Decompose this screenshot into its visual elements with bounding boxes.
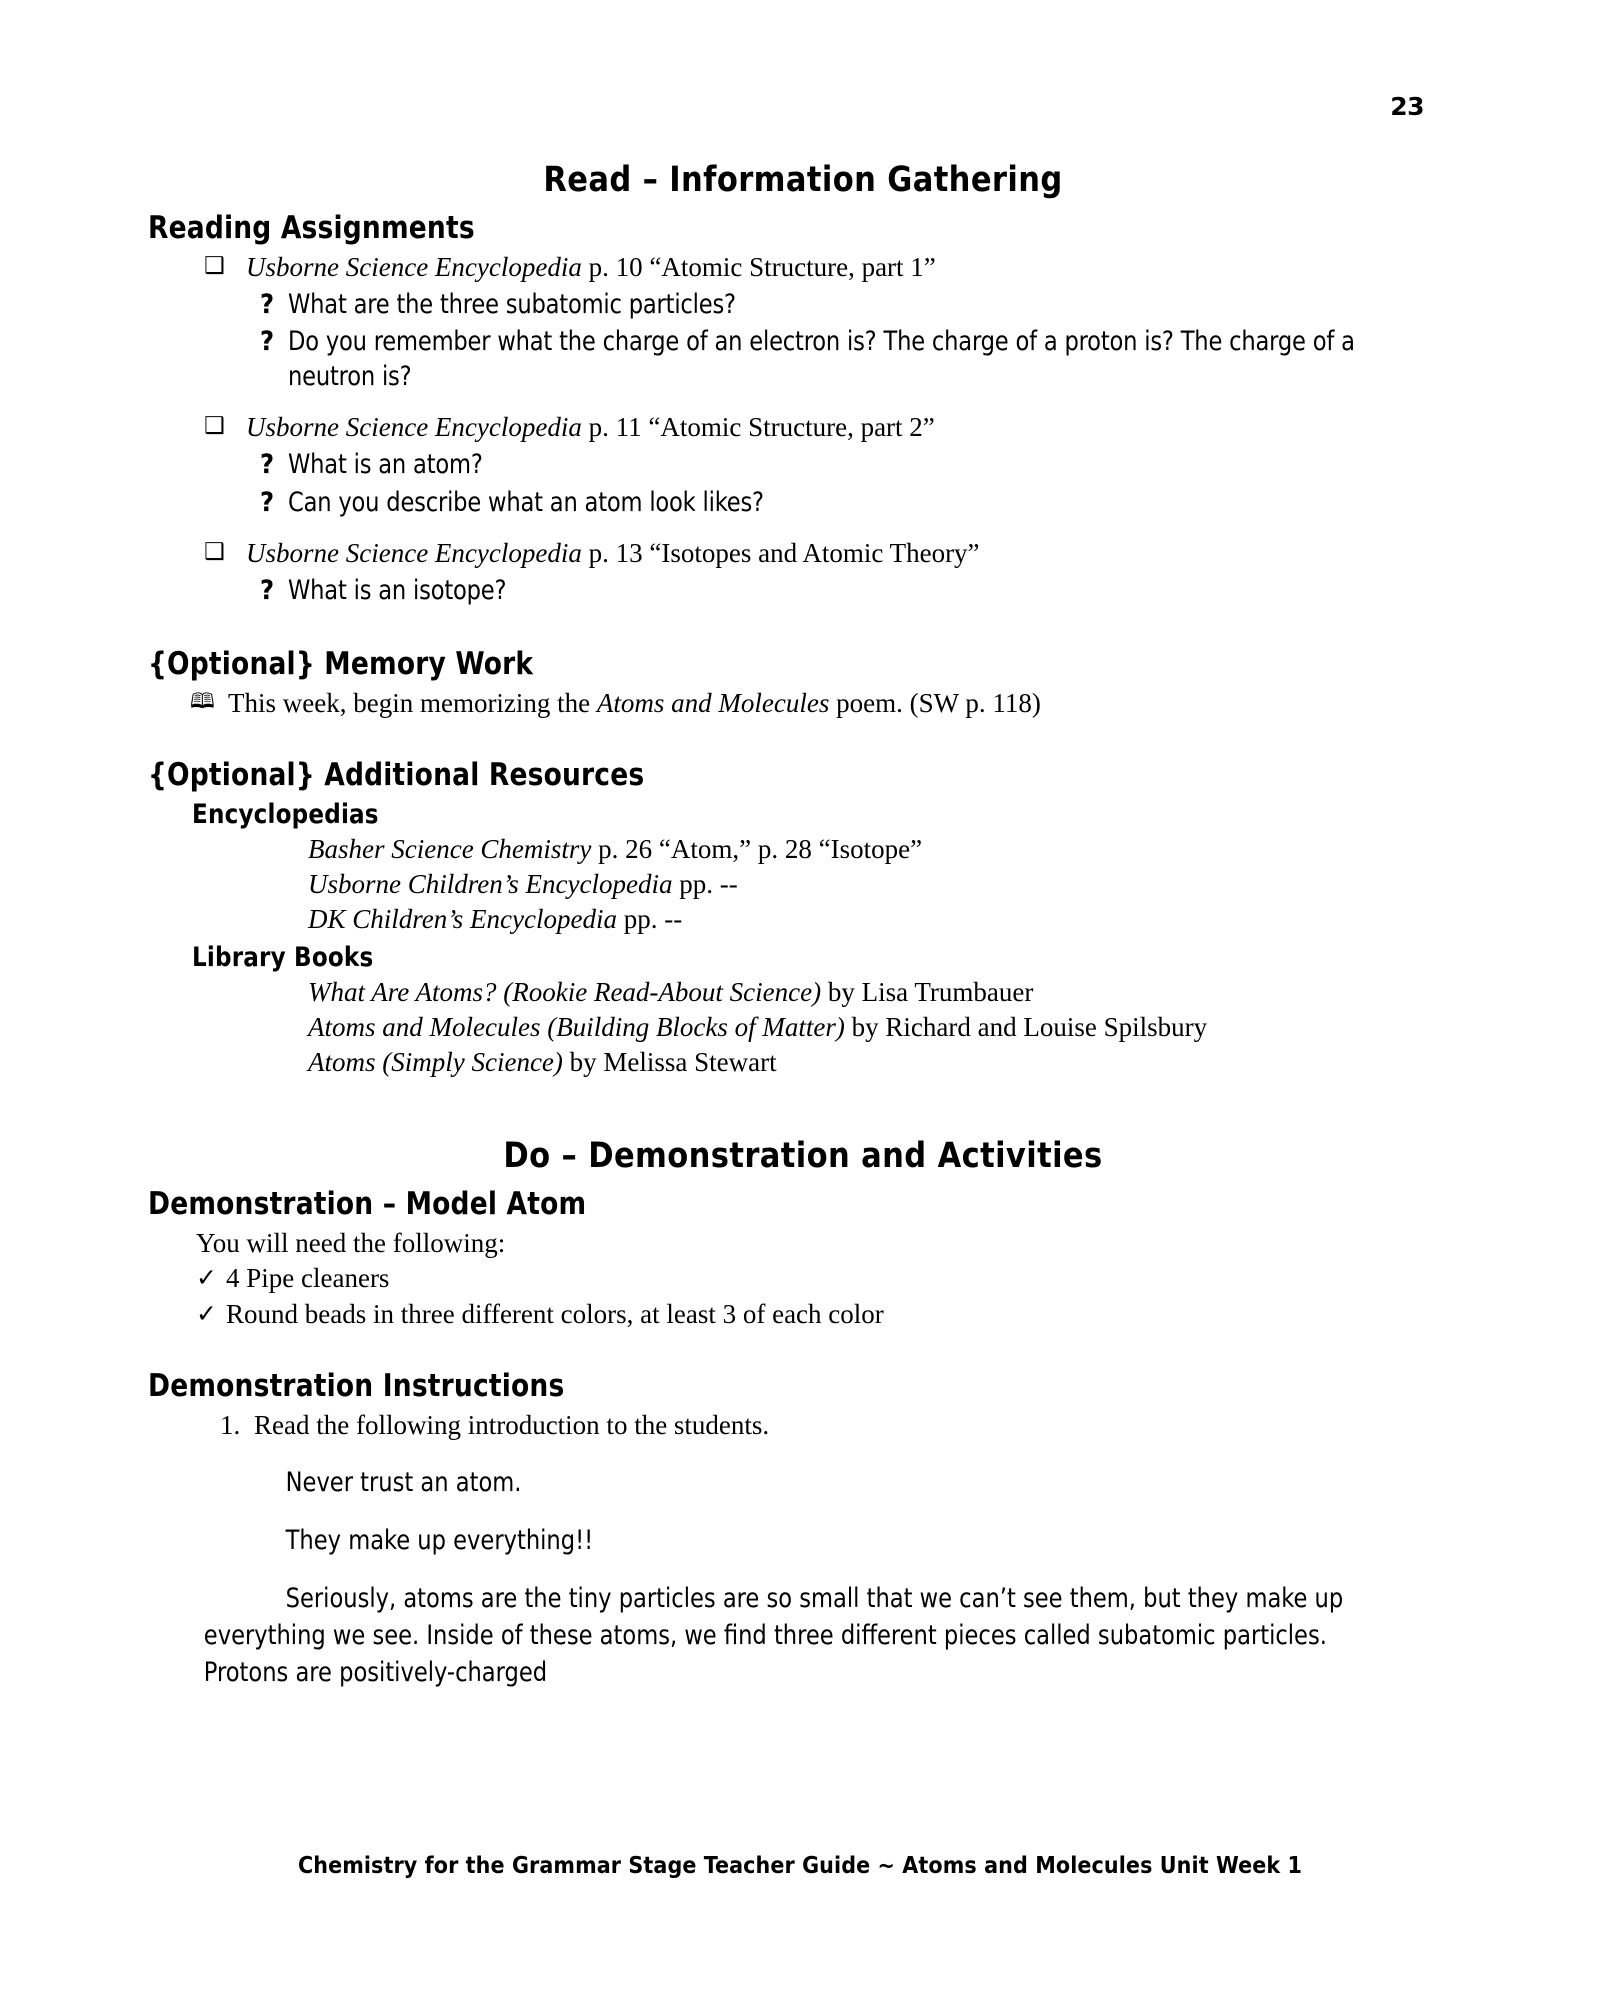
checkbox-icon: ❑ xyxy=(204,253,225,279)
spacer xyxy=(148,1080,1458,1136)
resource-title: What Are Atoms? (Rookie Read-About Science) xyxy=(308,976,822,1007)
question-text: What is an atom? xyxy=(288,449,483,481)
materials-intro: You will need the following: xyxy=(196,1228,506,1259)
material-item xyxy=(148,1297,1458,1333)
resource-entry xyxy=(148,975,1458,1009)
memory-work-text xyxy=(228,686,1458,721)
material-text: Round beads in three different colors, at least 3 of each color xyxy=(226,1298,884,1329)
resource-author: by Lisa Trumbauer xyxy=(821,976,1034,1007)
question-mark-icon: ? xyxy=(260,289,275,321)
reading-assignment-source xyxy=(246,410,1458,445)
resource-entry xyxy=(148,1010,1458,1044)
resource-entry xyxy=(148,1045,1458,1079)
reading-assignment-item xyxy=(148,536,1458,571)
script-paragraph: Seriously, atoms are the tiny particles are so small that we can’t see them, but they make up everything we see. Inside of these atoms, we find three different pieces called subatomic particles. Protons are positively-charged xyxy=(203,1582,1344,1689)
spacer xyxy=(148,721,1458,747)
resource-title: Atoms and Molecules (Building Blocks of Matter) xyxy=(308,1012,845,1042)
reading-question xyxy=(148,573,1458,608)
resource-title: Usborne Children’s Encyclopedia xyxy=(308,868,673,899)
spacer xyxy=(148,396,1458,410)
book-reference: p. 10 “Atomic Structure, part 1” xyxy=(581,252,936,282)
spacer xyxy=(148,522,1458,536)
reading-assignment-item xyxy=(148,410,1458,445)
memory-work-item xyxy=(148,686,1458,721)
reading-question xyxy=(148,447,1458,482)
resource-reference: pp. -- xyxy=(672,868,738,899)
resource-title: DK Children’s Encyclopedia xyxy=(308,903,617,934)
poem-title: Atoms and Molecules xyxy=(596,687,830,718)
material-text: 4 Pipe cleaners xyxy=(226,1263,390,1294)
question-mark-icon: ? xyxy=(260,326,275,358)
question-text: Can you describe what an atom look likes? xyxy=(288,486,764,518)
resource-entry xyxy=(148,867,1458,901)
script-line: They make up everything!! xyxy=(285,1524,594,1556)
do-section-title: Do – Demonstration and Activities xyxy=(503,1136,1103,1177)
reading-assignment-source xyxy=(246,250,1458,285)
book-title: Usborne Science Encyclopedia xyxy=(246,537,582,568)
question-mark-icon: ? xyxy=(260,486,275,518)
reading-assignment-source xyxy=(246,536,1458,571)
resource-entry xyxy=(148,832,1458,866)
resource-reference: pp. -- xyxy=(616,903,683,934)
checkmark-icon: ✓ xyxy=(196,1298,217,1328)
step-text: Read the following introduction to the students. xyxy=(254,1410,770,1441)
page-content xyxy=(148,160,1458,1691)
resource-title: Basher Science Chemistry xyxy=(308,833,592,864)
reading-assignment-item xyxy=(148,250,1458,285)
speaker-icon: 🕮 xyxy=(190,688,215,713)
demonstration-instructions-heading: Demonstration Instructions xyxy=(148,1368,565,1405)
memory-text-after: poem. (SW p. 118) xyxy=(829,687,1041,718)
demonstration-heading: Demonstration – Model Atom xyxy=(148,1186,587,1223)
resource-entry xyxy=(148,902,1458,936)
read-section-title: Read – Information Gathering xyxy=(543,160,1063,200)
checkbox-icon: ❑ xyxy=(204,538,225,565)
spacer xyxy=(148,1332,1458,1358)
question-text: Do you remember what the charge of an electron is? The charge of a proton is? The charge of a neutron is? xyxy=(288,326,1355,393)
additional-resources-heading: {Optional} Additional Resources xyxy=(148,756,645,793)
book-title: Usborne Science Encyclopedia xyxy=(246,412,582,443)
checkmark-icon: ✓ xyxy=(196,1263,217,1293)
resource-title: Atoms (Simply Science) xyxy=(308,1047,563,1078)
script-line: Never trust an atom. xyxy=(285,1467,522,1499)
reading-question xyxy=(148,324,1458,394)
encyclopedias-heading: Encyclopedias xyxy=(192,798,379,830)
reading-question xyxy=(148,287,1458,322)
checkbox-icon: ❑ xyxy=(204,413,225,440)
question-mark-icon: ? xyxy=(260,449,275,481)
question-mark-icon: ? xyxy=(260,574,275,606)
page-number: 23 xyxy=(1390,92,1424,121)
reading-assignments-heading: Reading Assignments xyxy=(148,210,475,246)
resource-author: by Melissa Stewart xyxy=(562,1047,777,1078)
instruction-step xyxy=(148,1408,1458,1443)
book-reference: p. 13 “Isotopes and Atomic Theory” xyxy=(581,537,980,568)
spacer xyxy=(148,610,1458,636)
question-text: What is an isotope? xyxy=(288,574,507,606)
book-reference: p. 11 “Atomic Structure, part 2” xyxy=(581,412,935,443)
book-title: Usborne Science Encyclopedia xyxy=(246,252,582,282)
step-number: 1. xyxy=(220,1410,241,1441)
resource-reference: p. 26 “Atom,” p. 28 “Isotope” xyxy=(591,833,923,864)
page-footer: Chemistry for the Grammar Stage Teacher Guide ~ Atoms and Molecules Unit Week 1 xyxy=(297,1853,1303,1879)
material-item xyxy=(148,1261,1458,1297)
memory-text-before: This week, begin memorizing the xyxy=(228,687,597,718)
memory-work-heading: {Optional} Memory Work xyxy=(148,645,534,682)
question-text: What are the three subatomic particles? xyxy=(288,289,736,321)
library-books-heading: Library Books xyxy=(192,941,374,973)
resource-author: by Richard and Louise Spilsbury xyxy=(844,1012,1208,1042)
reading-question xyxy=(148,485,1458,520)
